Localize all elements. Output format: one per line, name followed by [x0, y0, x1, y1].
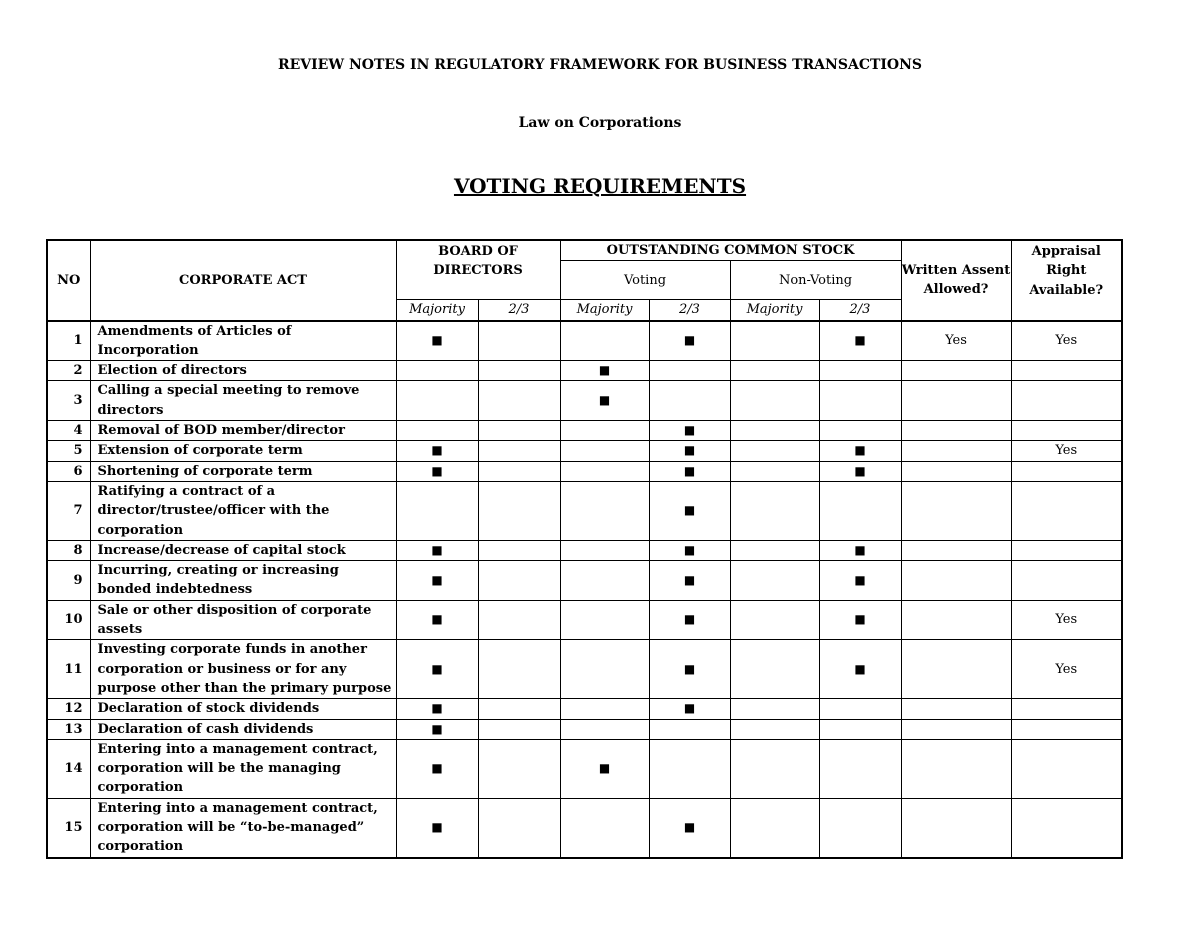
mark-board-majority: ■: [396, 461, 478, 481]
row-corporate-act: Shortening of corporate term: [90, 461, 396, 481]
cell-voting-majority: [560, 540, 649, 560]
row-number: 6: [47, 461, 90, 481]
header-appraisal-right: Appraisal Right Available?: [1011, 240, 1122, 321]
cell-nonvoting-majority: [730, 421, 819, 441]
row-appraisal-right: [1011, 561, 1122, 601]
mark-voting-majority: ■: [560, 739, 649, 798]
cell-nonvoting-two-thirds: [819, 798, 901, 857]
row-written-assent: Yes: [901, 321, 1011, 361]
mark-voting-two-thirds: ■: [649, 481, 730, 540]
cell-nonvoting-majority: [730, 699, 819, 719]
cell-voting-majority: [560, 481, 649, 540]
row-corporate-act: Extension of corporate term: [90, 441, 396, 461]
mark-voting-two-thirds: ■: [649, 798, 730, 857]
cell-nonvoting-two-thirds: [819, 699, 901, 719]
cell-board-majority: [396, 481, 478, 540]
row-appraisal-right: [1011, 361, 1122, 381]
cell-board-two-thirds: [478, 381, 560, 421]
cell-board-two-thirds: [478, 421, 560, 441]
cell-board-two-thirds: [478, 561, 560, 601]
table-row: [47, 481, 1122, 540]
row-number: 7: [47, 481, 90, 540]
table-row: [47, 699, 1122, 719]
row-appraisal-right: Yes: [1011, 640, 1122, 699]
mark-voting-two-thirds: ■: [649, 561, 730, 601]
cell-board-two-thirds: [478, 461, 560, 481]
row-written-assent: [901, 699, 1011, 719]
row-number: 13: [47, 719, 90, 739]
row-appraisal-right: [1011, 739, 1122, 798]
cell-nonvoting-majority: [730, 739, 819, 798]
row-appraisal-right: [1011, 461, 1122, 481]
mark-nonvoting-two-thirds: ■: [819, 640, 901, 699]
document-subtitle: Law on Corporations: [518, 115, 682, 131]
mark-nonvoting-two-thirds: ■: [819, 600, 901, 640]
row-appraisal-right: [1011, 699, 1122, 719]
row-corporate-act: Increase/decrease of capital stock: [90, 540, 396, 560]
table-row: [47, 600, 1122, 640]
row-number: 10: [47, 600, 90, 640]
cell-board-two-thirds: [478, 540, 560, 560]
row-number: 4: [47, 421, 90, 441]
row-written-assent: [901, 381, 1011, 421]
table-row: [47, 739, 1122, 798]
cell-voting-two-thirds: [649, 361, 730, 381]
cell-voting-majority: [560, 600, 649, 640]
table-row: [47, 719, 1122, 739]
row-number: 15: [47, 798, 90, 857]
cell-voting-majority: [560, 699, 649, 719]
cell-board-two-thirds: [478, 481, 560, 540]
header-nonvoting-majority: Majority: [730, 300, 819, 321]
cell-board-two-thirds: [478, 600, 560, 640]
row-corporate-act: Amendments of Articles of Incorporation: [90, 321, 396, 361]
cell-voting-two-thirds: [649, 739, 730, 798]
row-number: 5: [47, 441, 90, 461]
row-number: 1: [47, 321, 90, 361]
row-written-assent: [901, 798, 1011, 857]
cell-nonvoting-majority: [730, 600, 819, 640]
cell-nonvoting-two-thirds: [819, 421, 901, 441]
cell-voting-majority: [560, 719, 649, 739]
cell-voting-majority: [560, 561, 649, 601]
mark-board-majority: ■: [396, 798, 478, 857]
row-written-assent: [901, 719, 1011, 739]
row-written-assent: [901, 361, 1011, 381]
header-non-voting: Non-Voting: [730, 261, 901, 300]
table-row: [47, 561, 1122, 601]
cell-board-two-thirds: [478, 798, 560, 857]
row-corporate-act: Declaration of cash dividends: [90, 719, 396, 739]
header-written-assent: Written Assent Allowed?: [901, 240, 1011, 321]
mark-board-majority: ■: [396, 739, 478, 798]
row-corporate-act: Entering into a management contract, corporation will be “to-be-managed” corporation: [90, 798, 396, 857]
row-number: 14: [47, 739, 90, 798]
row-appraisal-right: [1011, 381, 1122, 421]
mark-board-majority: ■: [396, 561, 478, 601]
row-appraisal-right: Yes: [1011, 321, 1122, 361]
row-written-assent: [901, 441, 1011, 461]
table-row: [47, 798, 1122, 857]
cell-nonvoting-majority: [730, 461, 819, 481]
mark-nonvoting-two-thirds: ■: [819, 540, 901, 560]
header-nonvoting-two-thirds: 2/3: [819, 300, 901, 321]
voting-requirements-table: [46, 239, 1123, 859]
mark-voting-majority: ■: [560, 361, 649, 381]
row-written-assent: [901, 739, 1011, 798]
cell-board-two-thirds: [478, 441, 560, 461]
mark-board-majority: ■: [396, 540, 478, 560]
cell-board-majority: [396, 361, 478, 381]
cell-board-majority: [396, 421, 478, 441]
mark-board-majority: ■: [396, 699, 478, 719]
row-written-assent: [901, 481, 1011, 540]
header-no: NO: [47, 240, 90, 321]
cell-nonvoting-two-thirds: [819, 739, 901, 798]
row-written-assent: [901, 640, 1011, 699]
mark-voting-two-thirds: ■: [649, 640, 730, 699]
header-board-two-thirds: 2/3: [478, 300, 560, 321]
header-board-of-directors: BOARD OF DIRECTORS: [396, 240, 560, 300]
mark-voting-majority: ■: [560, 381, 649, 421]
row-corporate-act: Calling a special meeting to remove directors: [90, 381, 396, 421]
header-voting-two-thirds: 2/3: [649, 300, 730, 321]
mark-nonvoting-two-thirds: ■: [819, 441, 901, 461]
mark-nonvoting-two-thirds: ■: [819, 561, 901, 601]
mark-board-majority: ■: [396, 600, 478, 640]
mark-voting-two-thirds: ■: [649, 421, 730, 441]
mark-board-majority: ■: [396, 719, 478, 739]
cell-nonvoting-two-thirds: [819, 381, 901, 421]
table-row: [47, 540, 1122, 560]
table-row: [47, 381, 1122, 421]
mark-voting-two-thirds: ■: [649, 441, 730, 461]
cell-voting-majority: [560, 421, 649, 441]
cell-voting-majority: [560, 640, 649, 699]
row-written-assent: [901, 421, 1011, 441]
mark-voting-two-thirds: ■: [649, 600, 730, 640]
cell-nonvoting-two-thirds: [819, 719, 901, 739]
cell-board-majority: [396, 381, 478, 421]
row-number: 2: [47, 361, 90, 381]
row-written-assent: [901, 540, 1011, 560]
row-corporate-act: Declaration of stock dividends: [90, 699, 396, 719]
cell-nonvoting-majority: [730, 321, 819, 361]
table-row: [47, 441, 1122, 461]
row-number: 3: [47, 381, 90, 421]
row-number: 12: [47, 699, 90, 719]
row-corporate-act: Removal of BOD member/director: [90, 421, 396, 441]
row-number: 11: [47, 640, 90, 699]
row-number: 9: [47, 561, 90, 601]
header-voting: Voting: [560, 261, 730, 300]
cell-nonvoting-majority: [730, 361, 819, 381]
header-outstanding-common-stock: OUTSTANDING COMMON STOCK: [560, 240, 901, 261]
row-corporate-act: Investing corporate funds in another corporation or business or for any purpose other than the primary purpose: [90, 640, 396, 699]
mark-voting-two-thirds: ■: [649, 461, 730, 481]
cell-nonvoting-majority: [730, 540, 819, 560]
cell-board-two-thirds: [478, 361, 560, 381]
header-voting-majority: Majority: [560, 300, 649, 321]
row-appraisal-right: [1011, 421, 1122, 441]
row-appraisal-right: Yes: [1011, 600, 1122, 640]
mark-nonvoting-two-thirds: ■: [819, 461, 901, 481]
mark-nonvoting-two-thirds: ■: [819, 321, 901, 361]
mark-board-majority: ■: [396, 321, 478, 361]
table-row: [47, 421, 1122, 441]
mark-voting-two-thirds: ■: [649, 699, 730, 719]
row-appraisal-right: [1011, 719, 1122, 739]
header-board-majority: Majority: [396, 300, 478, 321]
cell-nonvoting-majority: [730, 441, 819, 461]
row-written-assent: [901, 600, 1011, 640]
cell-voting-majority: [560, 321, 649, 361]
row-number: 8: [47, 540, 90, 560]
cell-nonvoting-majority: [730, 719, 819, 739]
row-corporate-act: Sale or other disposition of corporate assets: [90, 600, 396, 640]
cell-nonvoting-majority: [730, 640, 819, 699]
cell-voting-two-thirds: [649, 719, 730, 739]
cell-board-two-thirds: [478, 699, 560, 719]
mark-voting-two-thirds: ■: [649, 321, 730, 361]
mark-voting-two-thirds: ■: [649, 540, 730, 560]
cell-voting-majority: [560, 461, 649, 481]
table-row: [47, 461, 1122, 481]
cell-voting-majority: [560, 798, 649, 857]
cell-nonvoting-majority: [730, 798, 819, 857]
section-heading: VOTING REQUIREMENTS: [453, 174, 747, 198]
row-corporate-act: Election of directors: [90, 361, 396, 381]
cell-board-two-thirds: [478, 321, 560, 361]
header-corporate-act: CORPORATE ACT: [90, 240, 396, 321]
row-corporate-act: Entering into a management contract, corporation will be the managing corporation: [90, 739, 396, 798]
mark-board-majority: ■: [396, 441, 478, 461]
cell-board-two-thirds: [478, 719, 560, 739]
cell-nonvoting-majority: [730, 481, 819, 540]
row-appraisal-right: Yes: [1011, 441, 1122, 461]
table-row: [47, 321, 1122, 361]
cell-nonvoting-majority: [730, 381, 819, 421]
cell-voting-majority: [560, 441, 649, 461]
row-appraisal-right: [1011, 481, 1122, 540]
table-row: [47, 361, 1122, 381]
table-row: [47, 640, 1122, 699]
row-corporate-act: Incurring, creating or increasing bonded indebtedness: [90, 561, 396, 601]
cell-nonvoting-two-thirds: [819, 481, 901, 540]
cell-voting-two-thirds: [649, 381, 730, 421]
cell-board-two-thirds: [478, 739, 560, 798]
cell-nonvoting-two-thirds: [819, 361, 901, 381]
cell-board-two-thirds: [478, 640, 560, 699]
row-appraisal-right: [1011, 798, 1122, 857]
mark-board-majority: ■: [396, 640, 478, 699]
row-appraisal-right: [1011, 540, 1122, 560]
row-written-assent: [901, 461, 1011, 481]
cell-nonvoting-majority: [730, 561, 819, 601]
row-written-assent: [901, 561, 1011, 601]
document-title: REVIEW NOTES IN REGULATORY FRAMEWORK FOR BUSINESS TRANSACTIONS: [277, 57, 923, 73]
row-corporate-act: Ratifying a contract of a director/trustee/officer with the corporation: [90, 481, 396, 540]
